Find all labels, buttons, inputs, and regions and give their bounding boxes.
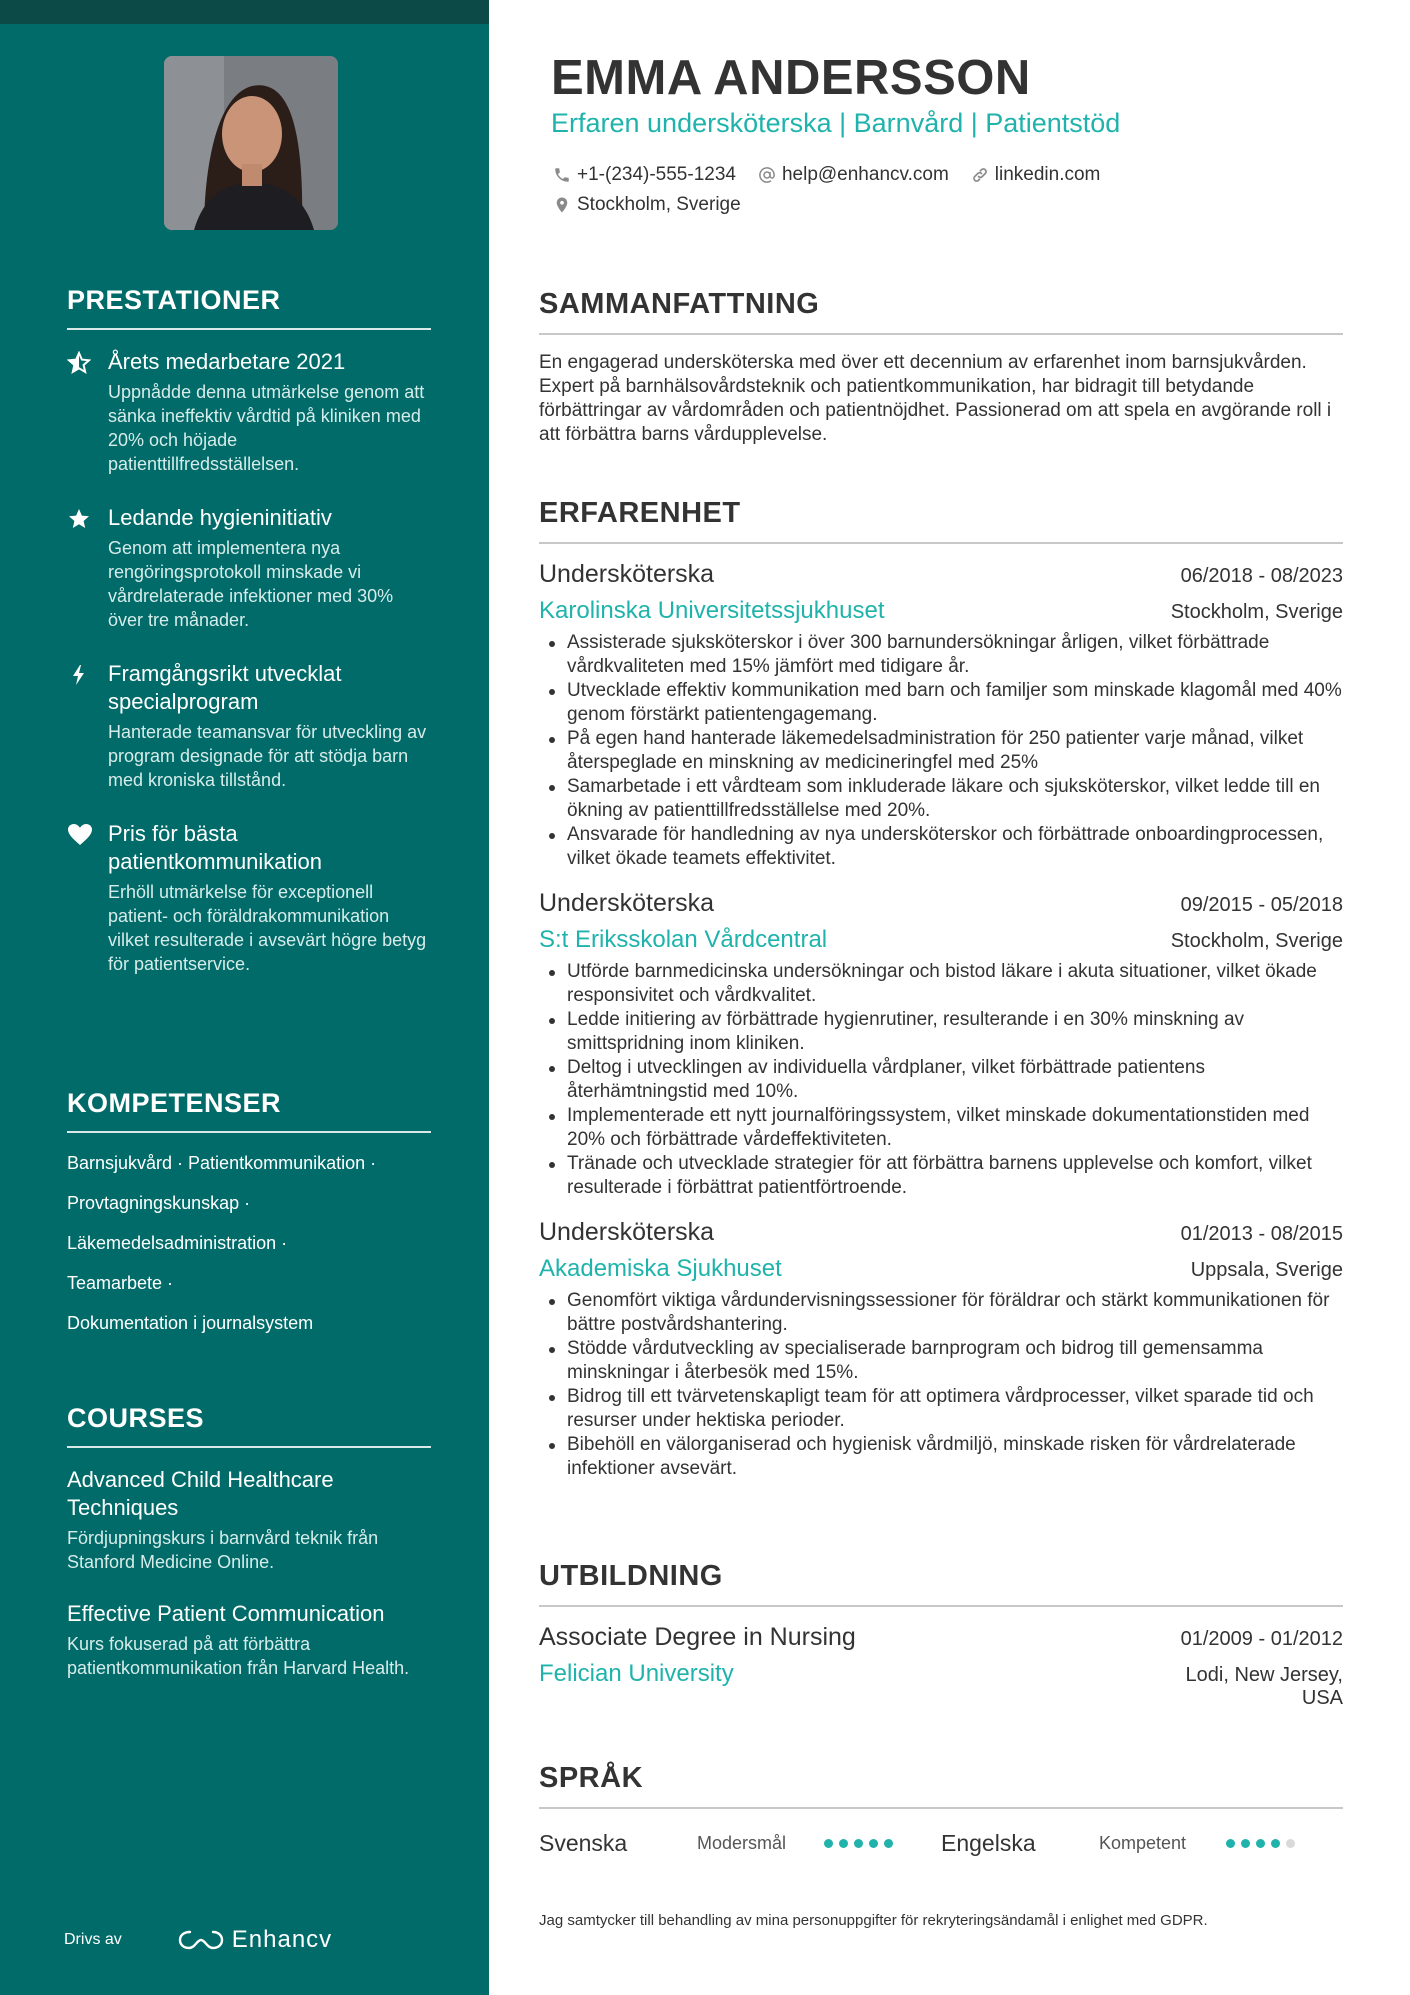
- rating-dot-filled: [869, 1839, 878, 1848]
- bullet-item: Implementerade ett nytt journalföringssystem, vilket minskade dokumentationstiden med 20% och förbättrade vårdeffektiviteten.: [539, 1104, 1343, 1152]
- course-description: Fördjupningskurs i barnvård teknik från Stanford Medicine Online.: [67, 1528, 379, 1572]
- languages-section: [539, 1762, 1343, 1861]
- languages-title: SPRÅK: [539, 1762, 1343, 1809]
- link-icon: [971, 166, 989, 184]
- language-level: Modersmål: [697, 1832, 787, 1853]
- achievement-description: Uppnådde denna utmärkelse genom att sänka ineffektiv vårdtid på kliniken med 20% och höjade patienttillfredsställelsen.: [108, 382, 425, 474]
- email-text: help@enhancv.com: [781, 164, 949, 185]
- job-bullets: [539, 960, 1343, 1200]
- lightning-icon: [67, 663, 93, 689]
- education-location: Lodi, New Jersey, USA: [1185, 1664, 1343, 1709]
- rating-dot-empty: [1286, 1839, 1295, 1848]
- job-title: Undersköterska: [539, 1218, 715, 1246]
- bullet-item: Ansvarade för handledning av nya undersköterskor och förbättrade onboardingprocessen, vilket ökade teamets effektivitet.: [539, 823, 1343, 871]
- rating-dot-filled: [1271, 1839, 1280, 1848]
- bullet-item: På egen hand hanterade läkemedelsadministration för 250 patienter varje månad, vilket återspeglade en minskning av medicineringfel med 25%: [539, 727, 1343, 775]
- bullet-item: Assisterade sjuksköterskor i över 300 barnundersökningar årligen, vilket förbättrade vårdkvaliteten med 15% jämfört med tidigare år.: [539, 631, 1343, 679]
- education-dates: 01/2009 - 01/2012: [1180, 1628, 1343, 1650]
- achievement-description: Genom att implementera nya rengöringsprotokoll minskade vi vårdrelaterade infektioner med 30% över tre månader.: [108, 538, 394, 630]
- experience-title: ERFARENHET: [539, 497, 1343, 544]
- contact-linkedin[interactable]: [971, 164, 1101, 186]
- bullet-item: Tränade och utvecklade strategier för att förbättra barnens upplevelse och komfort, vilket resulterade i förbättrat patientförtroende.: [539, 1152, 1343, 1200]
- sidebar: [0, 0, 489, 1995]
- courses-section: [67, 1403, 431, 1706]
- at-icon: [758, 166, 776, 184]
- contact-email[interactable]: [758, 164, 949, 186]
- rating-dot-filled: [824, 1839, 833, 1848]
- achievement-item: [67, 660, 431, 792]
- course-description: Kurs fokuserad på att förbättra patientkommunikation från Harvard Health.: [67, 1634, 410, 1678]
- language-rating: [1226, 1839, 1343, 1848]
- star-icon: [67, 507, 93, 533]
- education-title: UTBILDNING: [539, 1560, 1343, 1607]
- achievement-title: Årets medarbetare 2021: [108, 349, 346, 374]
- linkedin-text: linkedin.com: [994, 164, 1101, 185]
- bullet-item: Bidrog till ett tvärvetenskapligt team för att optimera vårdprocesser, vilket sparade tid och resurser under hektiska perioder.: [539, 1385, 1343, 1433]
- rating-dot-filled: [1226, 1839, 1235, 1848]
- rating-dot-filled: [884, 1839, 893, 1848]
- achievement-description: Erhöll utmärkelse för exceptionell patient- och föräldrakommunikation vilket resulterade i avsevärt högre betyg för patientservice.: [108, 882, 427, 974]
- bullet-item: Genomfört viktiga vårdundervisningssessioner för föräldrar och stärkt kommunikationen för bättre postvårdshantering.: [539, 1289, 1343, 1337]
- enhancv-logo[interactable]: [178, 1926, 332, 1954]
- job-company: S:t Eriksskolan Vårdcentral: [539, 926, 828, 953]
- job-bullets: [539, 1289, 1343, 1481]
- bullet-item: Bibehöll en välorganiserad och hygienisk vårdmiljö, minskade risken för vårdrelaterade infektioner avsevärt.: [539, 1433, 1343, 1481]
- job-dates: 01/2013 - 08/2015: [1180, 1223, 1343, 1245]
- heart-icon: [67, 823, 93, 849]
- achievement-item: [67, 820, 431, 976]
- language-rating: [824, 1839, 941, 1848]
- job-company: Karolinska Universitetssjukhuset: [539, 597, 885, 624]
- bullet-item: Deltog i utvecklingen av individuella vårdplaner, vilket förbättrade patientens återhämtningstid med 10%.: [539, 1056, 1343, 1104]
- skill-row: Dokumentation i journalsystem: [67, 1313, 314, 1333]
- language-level: Kompetent: [1099, 1832, 1187, 1853]
- job-entry: [539, 889, 1343, 1200]
- phone-icon: [553, 166, 571, 184]
- course-title: Advanced Child Healthcare Techniques: [67, 1467, 334, 1520]
- skills-title: KOMPETENSER: [67, 1088, 431, 1133]
- location-pin-icon: [553, 196, 571, 214]
- language-name: Engelska: [941, 1829, 1036, 1856]
- profile-photo: [164, 56, 338, 230]
- enhancv-logo-text: Enhancv: [231, 1926, 333, 1953]
- skill-row: Barnsjukvård · Patientkommunikation ·: [67, 1153, 377, 1173]
- contact-location: [553, 194, 741, 216]
- course-item: [67, 1600, 431, 1680]
- summary-text: En engagerad undersköterska med över ett decennium av erfarenhet inom barnsjukvården. Expert på barnhälsovårdsteknik och patientkommunikation, har bidragit till betydande förbättringar av vårdområden och patientnöjdhet. Passionerad om att spela en avgörande roll i att förbättra barns vårdupplevelse.: [539, 352, 1332, 445]
- achievements-title: PRESTATIONER: [67, 285, 431, 330]
- achievements-section: [67, 285, 431, 1004]
- courses-title: COURSES: [67, 1403, 431, 1448]
- skill-row: Provtagningskunskap ·: [67, 1193, 251, 1213]
- gdpr-consent: Jag samtycker till behandling av mina personuppgifter för rekryteringsändamål i enlighet med GDPR.: [539, 1912, 1208, 1929]
- rating-dot-filled: [1256, 1839, 1265, 1848]
- powered-by-label: Drivs av: [64, 1931, 122, 1948]
- phone-text: +1-(234)-555-1234: [577, 164, 736, 185]
- achievement-title: Framgångsrikt utvecklat specialprogram: [108, 661, 342, 714]
- course-item: [67, 1466, 431, 1574]
- education-section: [539, 1560, 1343, 1710]
- rating-dot-filled: [839, 1839, 848, 1848]
- job-dates: 06/2018 - 08/2023: [1180, 565, 1343, 587]
- powered-by-footer: [64, 1926, 424, 1954]
- enhancv-logo-icon: [178, 1929, 224, 1951]
- location-text: Stockholm, Sverige: [577, 194, 741, 215]
- candidate-name: EMMA ANDERSSON: [551, 51, 1031, 105]
- achievement-title: Pris för bästa patientkommunikation: [108, 821, 323, 874]
- job-location: Stockholm, Sverige: [1170, 930, 1343, 952]
- course-title: Effective Patient Communication: [67, 1601, 385, 1626]
- skill-row: Läkemedelsadministration ·: [67, 1233, 288, 1253]
- job-dates: 09/2015 - 05/2018: [1180, 894, 1343, 916]
- education-degree: Associate Degree in Nursing: [539, 1623, 856, 1651]
- contact-info: [553, 160, 1253, 220]
- contact-phone[interactable]: [553, 164, 736, 186]
- bullet-item: Utförde barnmedicinska undersökningar och bistod läkare i akuta situationer, vilket ökade responsivitet och vårdkvalitet.: [539, 960, 1343, 1008]
- language-name: Svenska: [539, 1829, 628, 1856]
- job-entry: [539, 560, 1343, 871]
- job-title: Undersköterska: [539, 560, 715, 588]
- skill-row: Teamarbete ·: [67, 1273, 174, 1293]
- achievement-title: Ledande hygieninitiativ: [108, 505, 332, 530]
- achievement-item: [67, 348, 431, 476]
- job-title: Undersköterska: [539, 889, 715, 917]
- candidate-headline: Erfaren undersköterska | Barnvård | Patientstöd: [551, 108, 1121, 138]
- achievement-description: Hanterade teamansvar för utveckling av program designade för att stödja barn med kroniska tillstånd.: [108, 722, 427, 790]
- sidebar-top-bar: [0, 0, 489, 24]
- job-bullets: [539, 631, 1343, 871]
- bullet-item: Stödde vårdutveckling av specialiserade barnprogram och bidrog till gemensamma minskningar i återbesök med 15%.: [539, 1337, 1343, 1385]
- bullet-item: Ledde initiering av förbättrade hygienrutiner, resulterande i en 30% minskning av smittspridning inom kliniken.: [539, 1008, 1343, 1056]
- job-location: Uppsala, Sverige: [1190, 1259, 1343, 1281]
- job-company: Akademiska Sjukhuset: [539, 1255, 782, 1282]
- bullet-item: Utvecklade effektiv kommunikation med barn och familjer som minskade klagomål med 40% genom förstärkt patientengagemang.: [539, 679, 1343, 727]
- experience-section: [539, 497, 1343, 1499]
- education-school: Felician University: [539, 1660, 734, 1687]
- rating-dot-filled: [854, 1839, 863, 1848]
- job-location: Stockholm, Sverige: [1170, 601, 1343, 623]
- summary-section: [539, 288, 1343, 447]
- skills-section: [67, 1088, 431, 1351]
- summary-title: SAMMANFATTNING: [539, 288, 1343, 335]
- achievement-item: [67, 504, 431, 632]
- bullet-item: Samarbetade i ett vårdteam som inkluderade läkare och sjuksköterskor, vilket ledde till en ökning av patienttillfredsställelse med 20%.: [539, 775, 1343, 823]
- rating-dot-filled: [1241, 1839, 1250, 1848]
- job-entry: [539, 1218, 1343, 1481]
- star-half-icon: [67, 351, 93, 377]
